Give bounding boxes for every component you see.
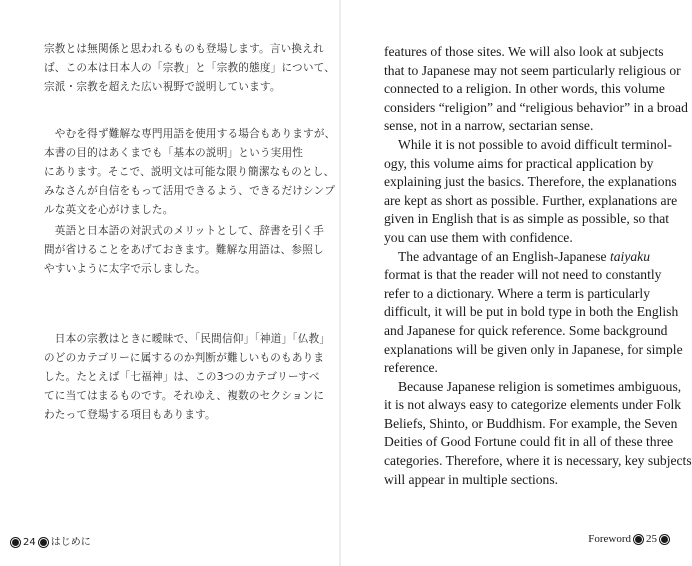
- text-line: considers “religion” and “religious behavior” in a broad: [384, 99, 688, 115]
- text-line: connected to a religion. In other words, this volume: [384, 81, 665, 97]
- text-line: reference.: [384, 360, 438, 376]
- japanese-paragraph-4: [44, 330, 331, 425]
- text-line: you can use them with confidence.: [384, 229, 573, 245]
- text-line: Deities of Good Fortune could fit in all of these three: [384, 434, 674, 450]
- text-line: てに当てはまるものです。それゆえ、複数のセクションに: [44, 390, 325, 402]
- text-line: 宗教とは無関係と思われるものも登場します。言い換えれ: [44, 43, 324, 55]
- text-line: 宗派・宗教を超えた広い視野で説明しています。: [44, 81, 281, 93]
- text-line: 英語と日本語の対訳式のメリットとして、辞書を引く手: [44, 225, 324, 237]
- text-line: it is not always easy to categorize elements under Folk: [384, 397, 682, 413]
- text-line: ogy, this volume aims for practical application by: [384, 155, 654, 171]
- text-line: 間が省けることをあげておきます。難解な用語は、参照し: [44, 244, 324, 256]
- text-line: given in English that is as simple as possible, so that: [384, 211, 670, 227]
- right-page-english: [340, 0, 692, 566]
- text-line: にあります。そこで、説明文は可能な限り簡潔なものとし、: [44, 166, 335, 178]
- bullet-icon: [40, 539, 47, 546]
- page-number: 24: [23, 537, 36, 548]
- text-line: and Japanese for quick reference. Some background: [384, 322, 668, 338]
- text-line: やむを得ず難解な専門用語を使用する場合もありますが、: [44, 128, 336, 140]
- japanese-paragraph-3: [44, 222, 324, 279]
- running-head: はじめに: [50, 537, 91, 548]
- japanese-paragraph-1: [44, 40, 336, 97]
- text-line: Because Japanese religion is sometimes ambiguous,: [398, 378, 682, 394]
- italic-term: taiyaku: [609, 248, 650, 264]
- page-footer-left: [12, 533, 91, 548]
- text-line: ルな英文を心がけました。: [44, 204, 174, 216]
- text-line: features of those sites. We will also look at subjects: [384, 44, 664, 59]
- text-line: 本書の目的はあくまでも「基本の説明」という実用性: [44, 147, 304, 159]
- text-line: のどのカテゴリーに属するのか判断が難しいものもありま: [44, 352, 325, 364]
- text-line: categories. Therefore, where it is necessary, key subjects: [384, 453, 692, 469]
- text-line: The advantage of an English-Japanese taiyaku: [398, 248, 650, 264]
- page-number: 25: [646, 533, 657, 545]
- text-line: Beliefs, Shinto, or Buddhism. For example, the Seven: [384, 415, 678, 431]
- text-line: 日本の宗教はときに曖昧で、「民間信仰」「神道」「仏教」: [44, 333, 331, 345]
- running-head: Foreword: [588, 533, 631, 545]
- bullet-icon: [12, 539, 19, 546]
- text-line: やすいように太字で示しました。: [44, 263, 206, 275]
- text-line: ば、この本は日本人の「宗教」と「宗教的態度」について、: [44, 62, 336, 74]
- bullet-icon: [635, 536, 642, 543]
- page-footer-right: [588, 533, 668, 545]
- text-line: わたって登場する項目もあります。: [44, 409, 216, 421]
- text-line: are kept as short as possible. Further, explanations are: [384, 192, 678, 208]
- text-line: した。たとえば「七福神」は、この3つのカテゴリーすべ: [44, 371, 320, 383]
- text-line: refer to a dictionary. Where a term is particularly: [384, 285, 650, 301]
- text-line: format is that the reader will not need to constantly: [384, 267, 662, 283]
- bullet-icon: [661, 536, 668, 543]
- text-line: difficult, it will be put in bold type in both the English: [384, 304, 679, 320]
- text-line: While it is not possible to avoid difficult terminol-: [398, 136, 672, 152]
- text-line: that to Japanese may not seem particularly religious or: [384, 62, 681, 78]
- left-page-japanese: [0, 0, 340, 566]
- text-line: sense, not in a narrow, sectarian sense.: [384, 118, 594, 134]
- text-line: explanations will be given only in Japanese, for simple: [384, 341, 683, 357]
- text-line: will appear in multiple sections.: [384, 471, 559, 487]
- english-body-text: [384, 43, 692, 489]
- text-line: みなさんが自信をもって活用できるよう、できるだけシンプ: [44, 185, 336, 197]
- text-line: explaining just the basics. Therefore, the explanations: [384, 174, 677, 190]
- japanese-paragraph-2: [44, 125, 336, 220]
